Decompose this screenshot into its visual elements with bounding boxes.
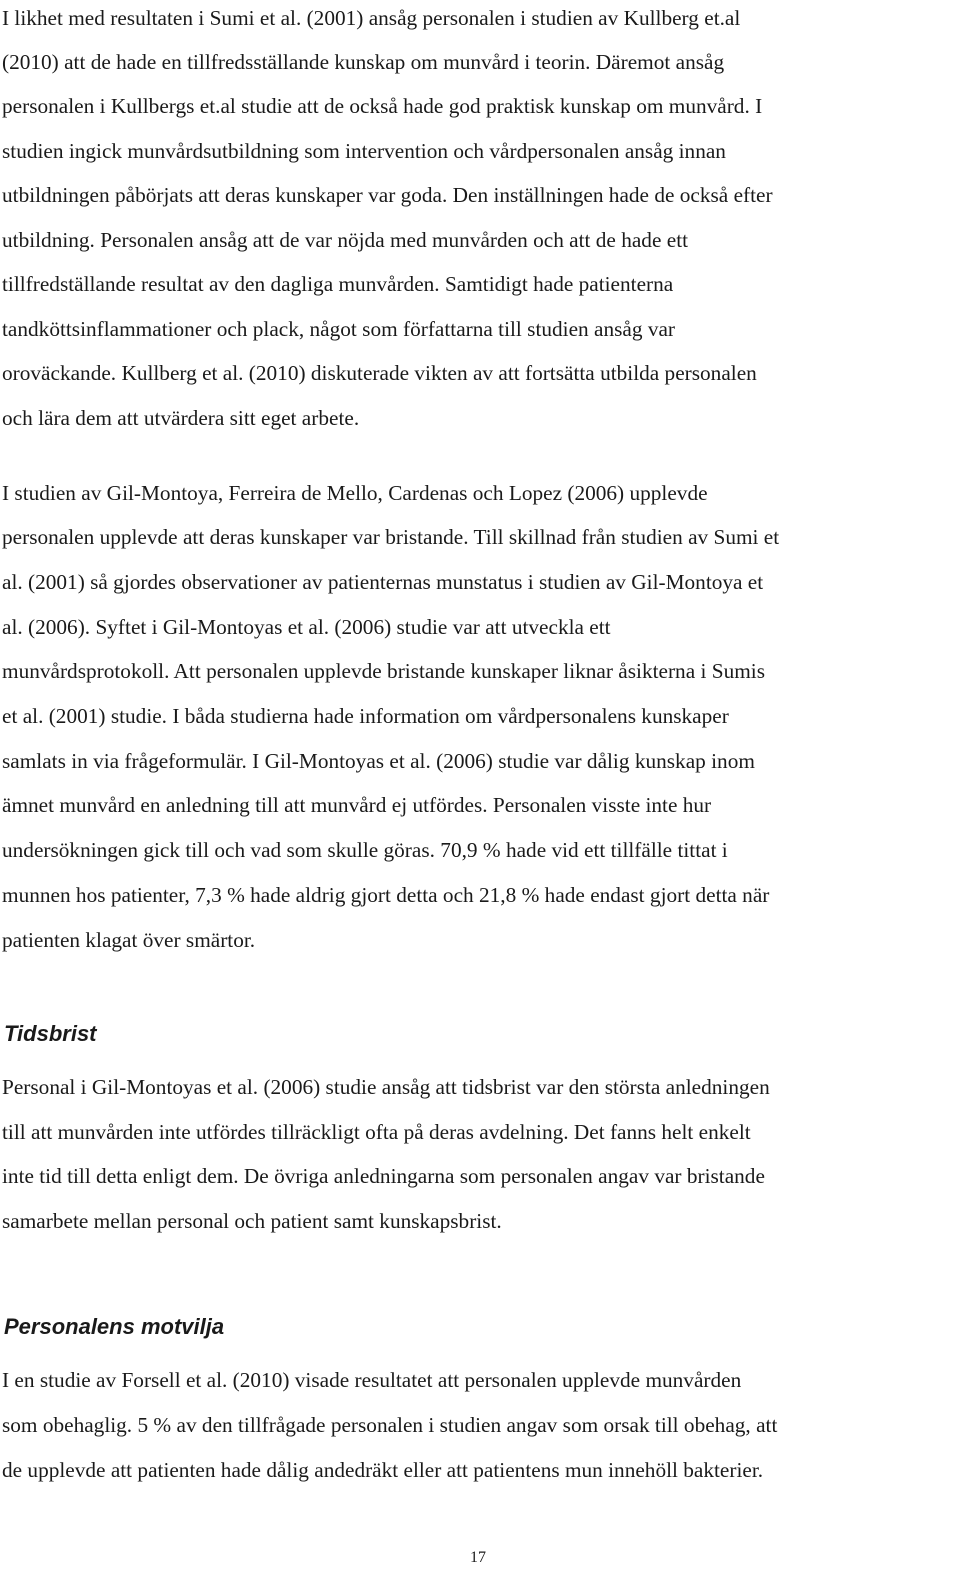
text-line: oroväckande. Kullberg et al. (2010) diskuterade vikten av att fortsätta utbilda personalen: [2, 361, 757, 385]
section-heading: Tidsbrist: [4, 1021, 97, 1046]
section-heading: Personalens motvilja: [4, 1314, 225, 1339]
text-line: munvårdsprotokoll. Att personalen upplevde bristande kunskaper liknar åsikterna i Sumis: [2, 659, 765, 683]
text-line: et al. (2001) studie. I båda studierna hade information om vårdpersonalens kunskaper: [2, 704, 729, 728]
text-line: tandköttsinflammationer och plack, något som författarna till studien ansåg var: [2, 317, 676, 341]
text-line: ämnet munvård en anledning till att munvård ej utfördes. Personalen visste inte hur: [2, 793, 712, 817]
text-line: al. (2001) så gjordes observationer av patienternas munstatus i studien av Gil-Montoya et: [2, 570, 764, 594]
text-line: samarbete mellan personal och patient samt kunskapsbrist.: [2, 1209, 502, 1233]
text-line: tillfredställande resultat av den dagliga munvården. Samtidigt hade patienterna: [2, 272, 674, 296]
text-line: (2010) att de hade en tillfredsställande kunskap om munvård i teorin. Däremot ansåg: [2, 50, 725, 74]
text-line: personalen i Kullbergs et.al studie att de också hade god praktisk kunskap om munvård. I: [2, 94, 763, 118]
text-line: utbildningen påbörjats att deras kunskaper var goda. Den inställningen hade de också efter: [2, 183, 773, 207]
text-line: al. (2006). Syftet i Gil-Montoyas et al. (2006) studie var att utveckla ett: [2, 615, 611, 639]
text-line: studien ingick munvårdsutbildning som intervention och vårdpersonalen ansåg innan: [2, 139, 726, 163]
text-line: utbildning. Personalen ansåg att de var nöjda med munvården och att de hade ett: [2, 228, 689, 252]
text-line: undersökningen gick till och vad som skulle göras. 70,9 % hade vid ett tillfälle tittat i: [2, 838, 728, 862]
text-line: och lära dem att utvärdera sitt eget arbete.: [2, 406, 360, 430]
text-line: till att munvården inte utfördes tillräckligt ofta på deras avdelning. Det fanns helt enkelt: [2, 1120, 751, 1144]
text-line: som obehaglig. 5 % av den tillfrågade personalen i studien angav som orsak till obehag, att: [2, 1413, 778, 1437]
text-line: I en studie av Forsell et al. (2010) visade resultatet att personalen upplevde munvården: [2, 1368, 742, 1392]
text-line: Personal i Gil-Montoyas et al. (2006) studie ansåg att tidsbrist var den största anledningen: [2, 1075, 770, 1099]
text-line: de upplevde att patienten hade dålig andedräkt eller att patientens mun innehöll bakterier.: [2, 1458, 764, 1482]
text-line: munnen hos patienter, 7,3 % hade aldrig gjort detta och 21,8 % hade endast gjort detta när: [2, 883, 770, 907]
text-line: patienten klagat över smärtor.: [2, 928, 256, 952]
text-line: I likhet med resultaten i Sumi et al. (2001) ansåg personalen i studien av Kullberg et.al: [2, 6, 741, 30]
text-line: personalen upplevde att deras kunskaper var bristande. Till skillnad från studien av Sumi et: [2, 525, 780, 549]
page-number: 17: [470, 1549, 486, 1566]
text-line: inte tid till detta enligt dem. De övriga anledningarna som personalen angav var bristande: [2, 1164, 765, 1188]
text-line: samlats in via frågeformulär. I Gil-Montoyas et al. (2006) studie var dålig kunskap inom: [2, 749, 755, 773]
text-line: I studien av Gil-Montoya, Ferreira de Mello, Cardenas och Lopez (2006) upplevde: [2, 481, 708, 505]
